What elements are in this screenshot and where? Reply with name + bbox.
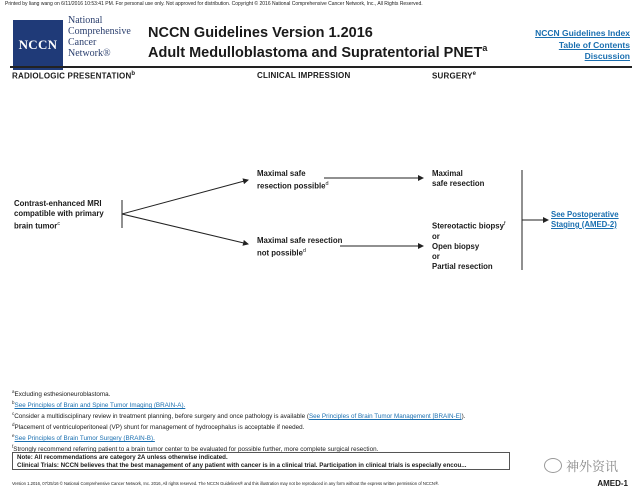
col-label: SURGERY [432,71,473,81]
watermark-text: 神外资讯 [565,459,618,474]
footnote-b [12,399,632,410]
footnote-mark: d [12,422,15,428]
note-line: Note: All recommendations are category 2A unless otherwise indicated. [17,454,228,461]
surgery-line: or [432,231,440,241]
page-id: AMED-1 [597,479,628,488]
footnote-c [12,410,632,421]
logo-line: Network® [68,48,111,59]
footnote-a [12,388,632,399]
impression-resection-possible [257,169,329,192]
surgery-line: or [432,251,440,261]
footnotes [12,388,632,455]
impression-resection-not-possible [257,236,342,259]
tumor-management-link[interactable]: See Principles of Brain Tumor Management [BRAIN-E] [308,413,462,421]
footnote-text: Strongly recommend referring patient to a brain tumor center to be evaluated for possible further, more complete surgical resection. [13,446,379,454]
col-footnote: b [131,71,136,77]
impression-line: Maximal safe [257,169,306,178]
surgery-text: Stereotactic biopsy [432,221,504,231]
presentation-line: compatible with primary [14,209,104,218]
nccn-logo: NCCN [13,20,63,70]
logo-line: National [68,15,103,26]
surgery-line: Open biopsy [432,241,480,251]
footnote-mark: d [325,181,329,187]
column-clinical-impression: CLINICAL IMPRESSION [257,71,351,80]
col-footnote: e [472,71,477,77]
surgery-maximal-resection [432,169,484,189]
footnote-text: Placement of ventriculoperitoneal (VP) shunt for management of hydrocephalus is acceptable if needed. [14,424,305,432]
imaging-principles-link[interactable]: See Principles of Brain and Spine Tumor Imaging (BRAIN-A). [14,402,186,410]
presentation-line [14,219,104,232]
footnote-mark: f [503,221,506,227]
impression-text: not possible [257,248,303,258]
footnote-e [12,432,632,443]
footnote-mark: c [12,411,15,417]
wechat-watermark [544,456,618,475]
footnote-mark: d [302,248,306,254]
topic-text: Adult Medulloblastoma and Supratentorial PNET [148,44,483,61]
footnote-d [12,421,632,432]
note-box [12,452,510,470]
version-copyright: Version 1.2016, 07/25/16 © National Comprehensive Cancer Network, Inc. 2016, All rights reserved. The NCCN Guidelines® and this illustration may not be reproduced in any form without the express written permission of NCCN®. [12,481,440,486]
logo-line: Cancer [68,37,97,48]
chat-bubble-icon [544,458,562,473]
footnote-text: Consider a multidisciplinary review in treatment planning, before surgery and once pathology is available ( [14,413,309,421]
surgery-line [432,219,505,232]
title-footnote-mark: a [482,43,488,53]
impression-line [257,246,342,259]
presentation-line: Contrast-enhanced MRI [14,199,102,208]
footnote-mark: f [12,444,14,450]
guideline-version-title: NCCN Guidelines Version 1.2016 [148,25,373,41]
link-line[interactable]: See Postoperative [551,210,619,219]
footnote-mark: b [12,400,15,406]
tumor-surgery-link[interactable]: See Principles of Brain Tumor Surgery (BRAIN-B). [14,435,155,443]
link-line[interactable]: Staging (AMED-2) [551,220,617,229]
footnote-mark: c [57,221,61,227]
discussion-link[interactable]: Discussion [584,51,630,61]
postoperative-staging-link[interactable] [551,210,619,230]
impression-line: Maximal safe resection [257,236,343,245]
presentation-box [14,199,104,232]
footnote-text: Excluding esthesioneuroblastoma. [14,391,111,399]
guidelines-index-link[interactable]: NCCN Guidelines Index [535,28,630,38]
footnote-mark: a [12,389,15,394]
surgery-line: Maximal [432,169,463,178]
table-of-contents-link[interactable]: Table of Contents [558,39,630,50]
printed-by-notice: Printed by liang wang on 6/11/2016 10:53:41 PM. For personal use only. Not approved for distribution. Copyright © 2016 National Comprehensive Cancer Network, Inc., All Rights Reserved. [5,1,423,7]
clinical-trials-note: Clinical Trials: NCCN believes that the best management of any patient with cancer is in a clinical trial. Participation in clinical trials is especially encou... [17,462,467,469]
surgery-line: Partial resection [432,261,493,271]
surgery-line: safe resection [432,179,485,188]
footnote-text: ). [461,413,466,421]
logo-line: Comprehensive [68,26,131,37]
impression-line [257,179,329,192]
presentation-text: brain tumor [14,221,58,231]
impression-text: resection possible [257,181,326,191]
surgery-biopsy-options [432,219,505,272]
footnote-mark: e [12,433,15,439]
col-label: RADIOLOGIC PRESENTATION [12,71,132,81]
